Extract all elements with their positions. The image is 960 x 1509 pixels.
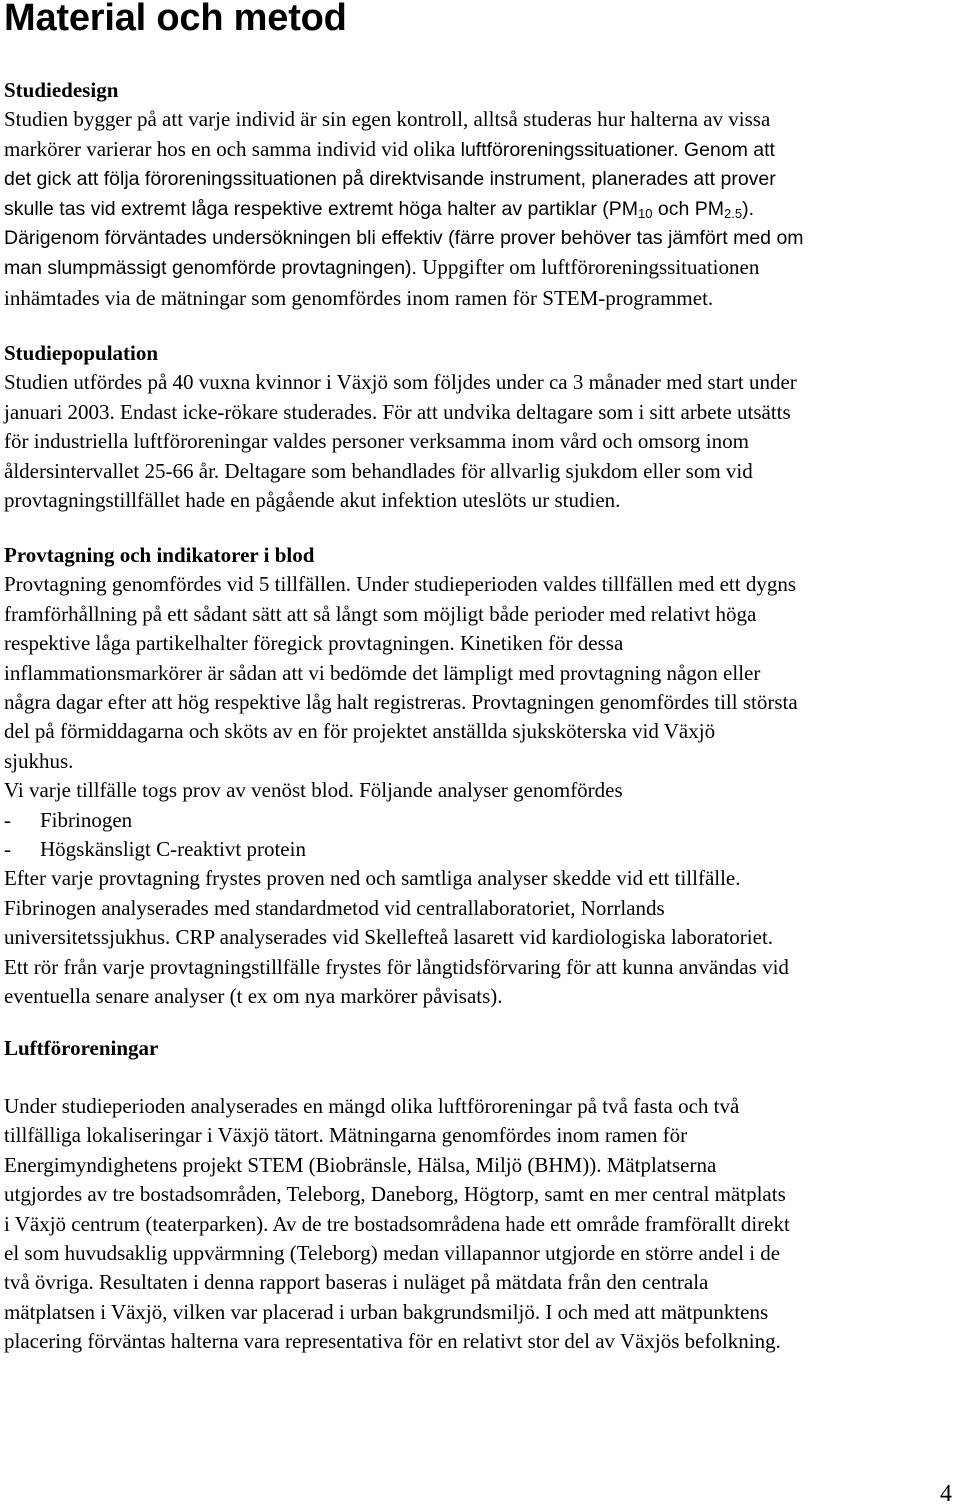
text-line: Vi varje tillfälle togs prov av venöst blod. Följande analyser genomfördes [4,778,623,803]
text-line: placering förväntas halterna vara representativa för en relativt stor del av Växjös befolkning. [4,1329,781,1354]
text-line: respektive låga partikelhalter föregick provtagningen. Kinetiken för dessa [4,631,624,656]
text-line: Studien bygger på att varje individ är sin egen kontroll, alltså studeras hur halterna av vissa [4,107,771,132]
text-line: Fibrinogen analyserades med standardmetod vid centrallaboratoriet, Norrlands [4,895,665,920]
text-line: Energimyndighetens projekt STEM (Biobränsle, Hälsa, Miljö (BHM)). Mätplatserna [4,1152,717,1177]
section-body [4,105,959,313]
list-item: - Fibrinogen [4,806,959,835]
text-line: man slumpmässigt genomförde provtagningen). Uppgifter om luftföroreningssituationen [4,255,760,280]
text-line: Provtagning genomfördes vid 5 tillfällen. Under studieperioden valdes tillfällen med ett dygns [4,572,796,597]
section-luftfororeningar-body [4,1092,959,1357]
list-item: - Högskänsligt C-reaktivt protein [4,835,959,864]
text-line: Ett rör från varje provtagningstillfälle frystes för långtidsförvaring för att kunna användas vid [4,954,789,979]
text-line: universitetssjukhus. CRP analyserades vid Skellefteå lasarett vid kardiologiska laboratoriet. [4,925,774,950]
section-heading: Luftföroreningar [4,1036,159,1060]
text-line: sjukhus. [4,748,74,773]
text-line: åldersintervallet 25-66 år. Deltagare som behandlades för allvarlig sjukdom eller som vid [4,458,753,483]
section-heading: Studiepopulation [4,341,159,365]
text-line: inflammationsmarkörer är sådan att vi bedömde det lämpligt med provtagning någon eller [4,660,761,685]
text-line: provtagningstillfället hade en pågående akut infektion uteslöts ur studien. [4,488,621,513]
bullet-dash: - [4,837,11,862]
text-line: Efter varje provtagning frystes proven ned och samtliga analyser skedde vid ett tillfälle. [4,866,741,891]
text-line: framförhållning på ett sådant sätt att så långt som möjligt både perioder med relativt höga [4,601,757,626]
section-provtagning [4,541,959,1012]
page-title: Material och metod [4,0,347,39]
bullet-dash: - [4,807,11,832]
section-heading: Studiedesign [4,78,119,102]
text-line: mätplatsen i Växjö, vilken var placerad i urban bakgrundsmiljö. I och med att mätpunktens [4,1299,769,1324]
text-line: tillfälliga lokaliseringar i Växjö tätort. Mätningarna genomfördes inom ramen för [4,1123,688,1148]
section-studiedesign [4,76,959,313]
text-line: januari 2003. Endast icke-rökare studerades. För att undvika deltagare som i sitt arbete utsätts [4,399,791,424]
text-line: det gick att följa föroreningssituationen på direktvisande instrument, planerades att prover [4,168,776,191]
page-number: 4 [940,1481,952,1507]
section-heading: Provtagning och indikatorer i blod [4,543,315,567]
section-body [4,570,959,1011]
text-line: utgjordes av tre bostadsområden, Teleborg, Daneborg, Högtorp, samt en mer central mätplats [4,1182,786,1207]
section-luftfororeningar [4,1034,959,1063]
text-line: för industriella luftföroreningar valdes personer verksamma inom vård och omsorg inom [4,429,749,454]
text-line: Studien utfördes på 40 vuxna kvinnor i Växjö som följdes under ca 3 månader med start under [4,370,797,395]
text-line: Under studieperioden analyserades en mängd olika luftföroreningar på två fasta och två [4,1094,740,1118]
section-body [4,368,959,515]
text-line: markörer varierar hos en och samma individ vid olika luftföroreningssituationer. Genom att [4,136,775,161]
text-line: eventuella senare analyser (t ex om nya markörer påvisats). [4,984,503,1009]
text-line: två övriga. Resultaten i denna rapport baseras i nuläget på mätdata från den centrala [4,1270,709,1295]
text-line: inhämtades via de mätningar som genomfördes inom ramen för STEM-programmet. [4,285,714,310]
text-line: Därigenom förväntades undersökningen bli effektiv (färre prover behöver tas jämfört med om [4,227,804,250]
text-line: några dagar efter att hög respektive låg halt registreras. Provtagningen genomfördes till största [4,690,798,715]
text-line: skulle tas vid extremt låga respektive extremt höga halter av partiklar ($PM_{10}$ och $PM_{2.5}$). [4,197,755,221]
text-line: del på förmiddagarna och sköts av en för projektet anställda sjuksköterska vid Växjö [4,719,716,744]
section-body [4,1092,959,1357]
text-line: el som huvudsaklig uppvärmning (Teleborg) medan villapannor utgjorde en större andel i de [4,1241,781,1266]
section-studiepopulation [4,339,959,515]
text-line: i Växjö centrum (teaterparken). Av de tre bostadsområdena hade ett område framförallt direkt [4,1211,790,1236]
